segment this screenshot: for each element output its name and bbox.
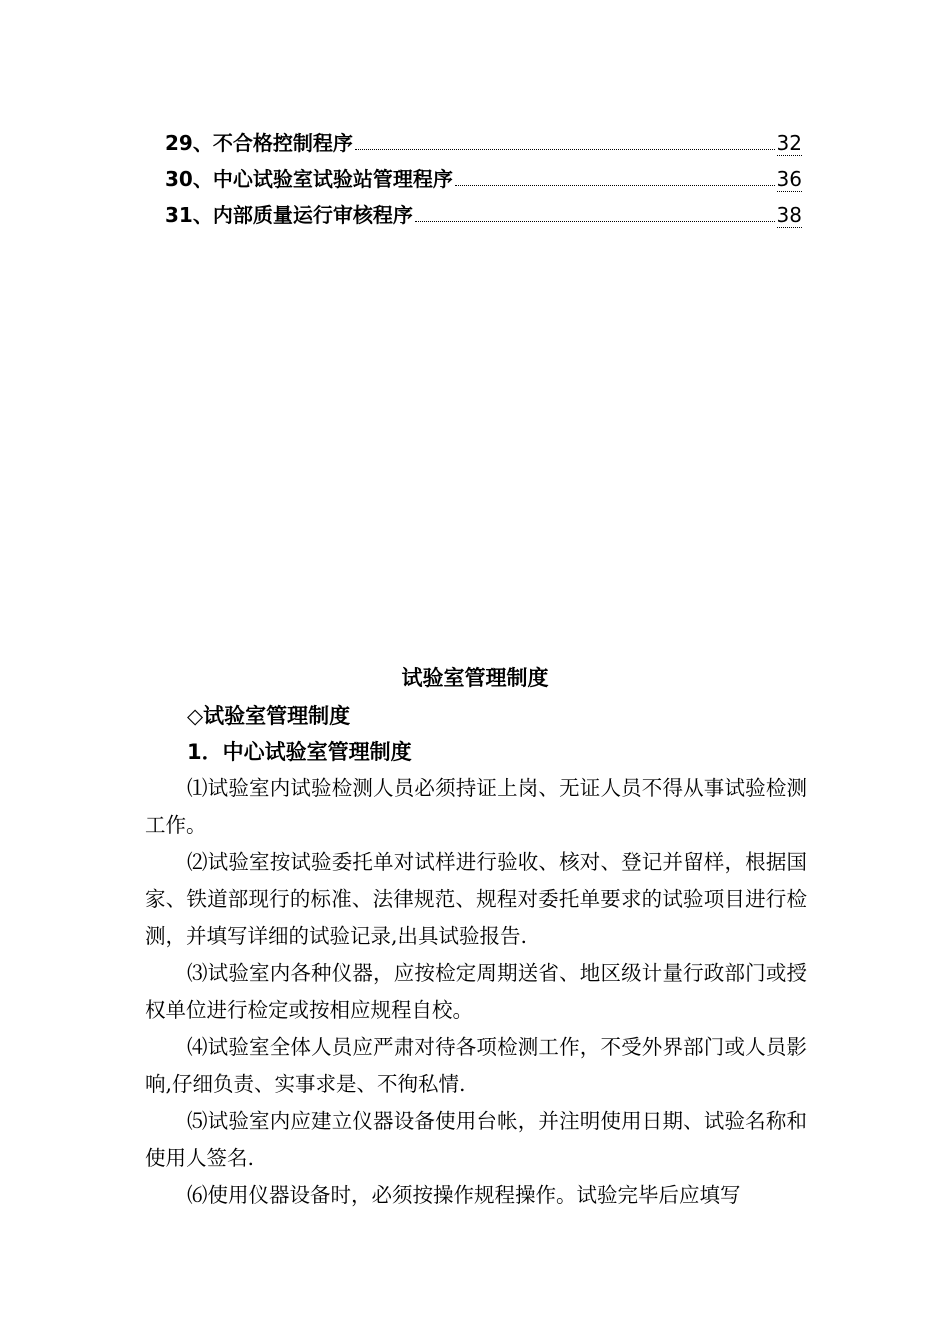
paragraph-6: ⑹使用仪器设备时，必须按操作规程操作。试验完毕后应填写 [187,1183,741,1207]
toc-entry-title: 29、不合格控制程序 [165,131,353,155]
paragraph-4: ⑷试验室全体人员应严肃对待各项检测工作，不受外界部门或人员影响,仔细负责、实事求是、不徇私情. [145,1035,807,1096]
toc-entry[interactable] [165,192,802,228]
toc-leader-dots [415,221,775,222]
subsection-heading: 1．中心试验室管理制度 [187,740,412,764]
toc-entry-page: 38 [776,203,802,227]
toc-entry-title: 31、内部质量运行审核程序 [165,203,413,227]
toc-leader-dots [455,185,775,186]
section-heading: ◇试验室管理制度 [187,704,351,728]
paragraph-1: ⑴试验室内试验检测人员必须持证上岗、无证人员不得从事试验检测工作。 [145,776,807,837]
document-title: 试验室管理制度 [401,666,549,690]
paragraph-3: ⑶试验室内各种仪器，应按检定周期送省、地区级计量行政部门或授权单位进行检定或按相应规程自校。 [145,961,807,1022]
toc-entry-title: 30、中心试验室试验站管理程序 [165,167,453,191]
toc-leader-dots [355,149,775,150]
table-of-contents [165,120,802,228]
toc-entry[interactable] [165,156,802,192]
paragraph-2: ⑵试验室按试验委托单对试样进行验收、核对、登记并留样，根据国家、铁道部现行的标准、法律规范、规程对委托单要求的试验项目进行检测，并填写详细的试验记录,出具试验报告. [145,850,807,948]
toc-entry-page: 36 [776,167,802,191]
body-text [145,770,807,1214]
toc-entry-page: 32 [776,131,802,155]
toc-entry[interactable] [165,120,802,156]
paragraph-5: ⑸试验室内应建立仪器设备使用台帐，并注明使用日期、试验名称和使用人签名. [145,1109,807,1170]
